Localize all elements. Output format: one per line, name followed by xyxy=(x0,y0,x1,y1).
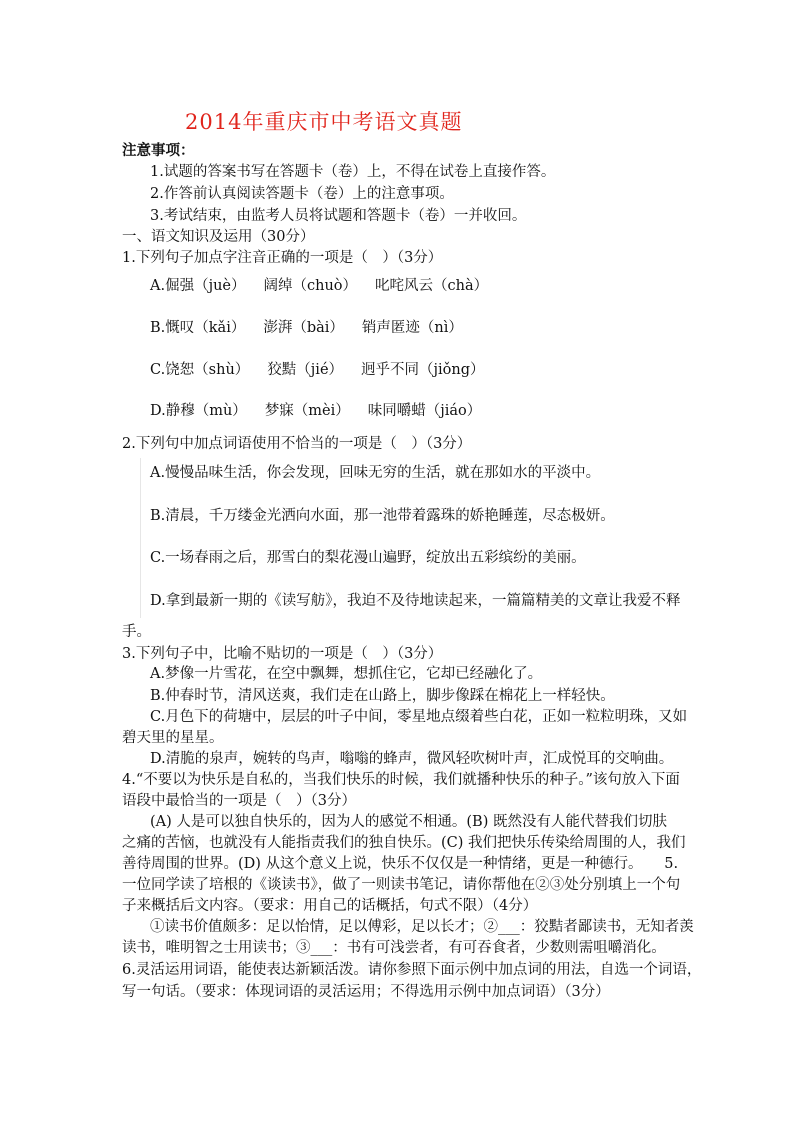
question-1-option-d xyxy=(150,401,481,421)
question-1-option-a xyxy=(150,276,488,296)
question-5-line: 一位同学读了培根的《谈读书》，做了一则读书笔记，请你帮他在②③处分别填上一个句 xyxy=(122,877,681,893)
question-1-option-c xyxy=(150,360,485,380)
notice-item: 1.试题的答案书写在答题卡（卷）上，不得在试卷上直接作答。 xyxy=(150,164,556,180)
question-6-line: 6.灵活运用词语，能使表达新颖活泼。请你参照下面示例中加点词的用法，自选一个词语， xyxy=(122,962,702,978)
option-part: 阔绰（chuò） xyxy=(263,278,358,294)
question-2-option-c: C.一场春雨之后，那雪白的梨花漫山遍野，绽放出五彩缤纷的美丽。 xyxy=(150,550,586,566)
option-part: 销声匿迹（nì） xyxy=(361,320,463,336)
option-part: C.饶恕（shù） xyxy=(150,362,250,378)
question-3-option-c: C.月色下的荷塘中，层层的叶子中间，零星地点缀着些白花，正如一粒粒明珠，又如 xyxy=(150,709,688,725)
question-4-line: 之痛的苦恼，也就没有人能指责我们的独自快乐。(C) 我们把快乐传染给周围的人，我们 xyxy=(122,835,686,851)
question-3-option-a: A.梦像一片雪花，在空中飘舞，想抓住它，它却已经融化了。 xyxy=(150,666,543,682)
option-part: 梦寐（mèi） xyxy=(264,403,350,419)
scan-margin-line xyxy=(140,458,141,618)
option-part: A.倔强（juè） xyxy=(150,278,246,294)
option-part: 叱咤风云（chà） xyxy=(375,278,489,294)
question-2-stem: 2.下列句中加点词语使用不恰当的一项是（ ）（3分） xyxy=(122,436,472,452)
question-1-stem: 1.下列句子加点字注音正确的一项是（ ）（3分） xyxy=(122,250,443,266)
notice-item: 3.考试结束，由监考人员将试题和答题卡（卷）一并收回。 xyxy=(150,208,527,224)
question-5-line: 读书，唯明智之士用读书；③___：书有可浅尝者，有可吞食者，少数则需咀嚼消化。 xyxy=(122,940,666,956)
question-5-line: 子来概括后文内容。（要求：用自己的话概括，句式不限）（4分） xyxy=(122,898,538,914)
question-2-option-d-cont: 手。 xyxy=(122,624,151,640)
question-4-line: (A) 人是可以独自快乐的，因为人的感觉不相通。(B) 既然没有人能代替我们切肤 xyxy=(150,814,667,830)
question-4-line: 语段中最恰当的一项是（ ）（3分） xyxy=(122,793,356,809)
question-4-line: 善待周围的世界。(D) 从这个意义上说，快乐不仅仅是一种情绪，更是一种德行。 5. xyxy=(122,856,679,872)
option-part: B.慨叹（kǎi） xyxy=(150,320,246,336)
option-part: 澎湃（bài） xyxy=(263,320,344,336)
question-2-option-a: A.慢慢品味生活，你会发现，回味无穷的生活，就在那如水的平淡中。 xyxy=(150,465,601,481)
option-part: 狡黠（jié） xyxy=(267,362,344,378)
question-3-option-b: B.仲春时节，清风送爽，我们走在山路上，脚步像踩在棉花上一样轻快。 xyxy=(150,688,615,704)
option-part: 迥乎不同（jiǒng） xyxy=(361,362,485,378)
option-part: 味同嚼蜡（jiáo） xyxy=(367,403,482,419)
notice-heading: 注意事项： xyxy=(122,142,195,159)
question-3-stem: 3.下列句子中，比喻不贴切的一项是（ ）（3分） xyxy=(122,646,443,662)
question-3-option-d: D.清脆的泉声，婉转的鸟声，嗡嗡的蜂声，微风轻吹树叶声，汇成悦耳的交响曲。 xyxy=(150,751,674,767)
question-2-option-b: B.清晨，千万缕金光洒向水面，那一池带着露珠的娇艳睡莲，尽态极妍。 xyxy=(150,508,615,524)
question-3-option-c-cont: 碧天里的星星。 xyxy=(122,730,224,746)
question-5-line: ①读书价值颇多：足以怡情，足以傅彩，足以长才；②___：狡黠者鄙读书，无知者羡 xyxy=(150,919,694,935)
page-title: 2014年重庆市中考语文真题 xyxy=(185,110,463,134)
question-1-option-b xyxy=(150,318,463,338)
question-2-option-d: D.拿到最新一期的《读写舫》，我迫不及待地读起来，一篇篇精美的文章让我爱不释 xyxy=(150,593,681,609)
question-6-line: 写一句话。（要求：体现词语的灵活运用；不得选用示例中加点词语）（3分） xyxy=(122,984,610,1000)
notice-item: 2.作答前认真阅读答题卡（卷）上的注意事项。 xyxy=(150,186,454,202)
section-heading: 一、语文知识及运用（30分） xyxy=(122,229,315,245)
option-part: D.静穆（mù） xyxy=(150,403,247,419)
question-4-line: 4.“不要以为快乐是自私的，当我们快乐的时候，我们就播种快乐的种子。”该句放入下面 xyxy=(122,772,680,788)
